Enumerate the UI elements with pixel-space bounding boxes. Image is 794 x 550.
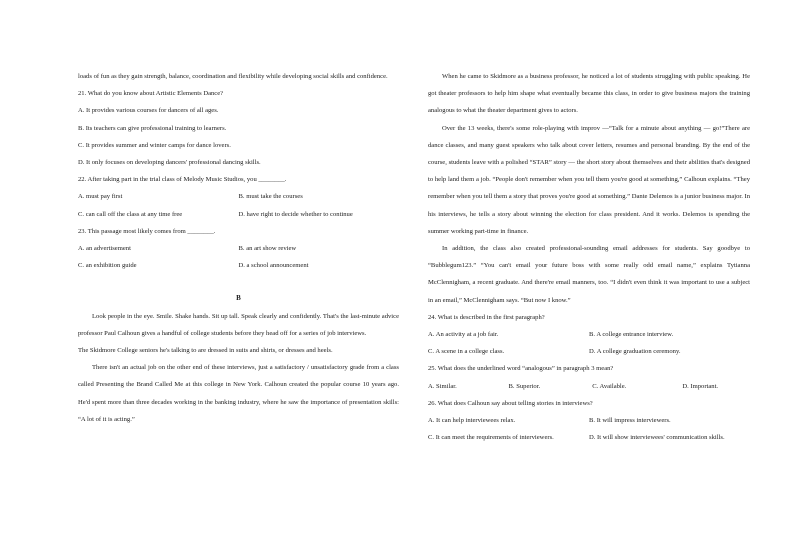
right-column bbox=[428, 68, 750, 446]
question-21-option-c: C. It provides summer and winter camps for dance lovers. bbox=[78, 141, 231, 149]
question-23-option-b: B. an art show review bbox=[238, 245, 297, 253]
question-26-option-b: B. It will impress interviewers. bbox=[589, 417, 671, 425]
question-25-option-c: C. Available. bbox=[592, 382, 627, 390]
question-25-stem: 25. What does the underlined word “analogous” in paragraph 3 mean? bbox=[428, 365, 614, 373]
passage-b-paragraph-2: The Skidmore College seniors he's talking to are dressed in suits and shirts, or dresses and heels. bbox=[78, 347, 333, 355]
question-23-options-row-2 bbox=[78, 257, 399, 274]
question-25-option-d: D. Important. bbox=[682, 382, 719, 390]
question-23-stem: 23. This passage most likely comes from ________. bbox=[78, 227, 216, 235]
question-25-option-b: B. Superior. bbox=[508, 382, 541, 390]
question-22-options-row-1 bbox=[78, 188, 399, 205]
question-22-option-d: D. have right to decide whether to continue bbox=[238, 210, 353, 218]
passage-b-paragraph-4: When he came to Skidmore as a business professor, he noticed a lot of students struggling with public speaking. He got theater professors to help him shape what eventually became this class, in order to give business majors the training analogous to what the theater department gives to actors. bbox=[428, 73, 750, 115]
passage-b-paragraph-6: In addition, the class also created professional-sounding email addresses for students. Say goodbye to “Bubblegum123.” “You can't email your future boss with some really odd email name,” explains Tytianna McClennigham, a recent graduate. And there're email manners, too. “I didn't even think it was important to use a subject in an email,” McClennigham says. “But now I know.” bbox=[428, 245, 750, 304]
question-24-option-b: B. A college entrance interview. bbox=[589, 331, 674, 339]
question-26-option-c: C. It can meet the requirements of interviewers. bbox=[428, 434, 554, 442]
section-spacer bbox=[78, 274, 399, 290]
question-24-option-d: D. A college graduation ceremony. bbox=[589, 348, 681, 356]
question-23-option-d: D. a school announcement bbox=[238, 262, 309, 270]
question-24-option-a: A. An activity at a job fair. bbox=[428, 331, 499, 339]
left-column bbox=[78, 68, 399, 428]
question-26-options-row-2 bbox=[428, 429, 750, 446]
question-26-option-a: A. It can help interviewees relax. bbox=[428, 417, 516, 425]
question-25-options-row bbox=[428, 378, 750, 395]
intro-tail: loads of fun as they gain strength, balance, coordination and flexibility while developing social skills and confidence. bbox=[78, 73, 388, 80]
question-22-options-row-2 bbox=[78, 206, 399, 223]
question-22-option-b: B. must take the courses bbox=[238, 193, 303, 201]
question-22-stem: 22. After taking part in the trial class of Melody Music Studios, you ________. bbox=[78, 176, 287, 184]
question-22-option-a: A. must pay first bbox=[78, 193, 123, 201]
question-24-options-row-2 bbox=[428, 343, 750, 360]
question-26-stem: 26. What does Calhoun say about telling stories in interviews? bbox=[428, 399, 593, 407]
question-23-option-c: C. an exhibition guide bbox=[78, 262, 137, 270]
question-21-option-b: B. Its teachers can give professional training to learners. bbox=[78, 124, 227, 132]
question-23-option-a: A. an advertisement bbox=[78, 245, 131, 253]
passage-b-paragraph-3: There isn't an actual job on the other end of these interviews, just a satisfactory / unsatisfactory grade from a class called Presenting the Brand Called Me at this college in New York. Calhoun created the popular course 10 years ago. He'd spent more than three decades working in the banking industry, where he saw the importance of presentation skills: “A lot of it is acting.” bbox=[78, 364, 399, 423]
question-24-stem: 24. What is described in the first paragraph? bbox=[428, 313, 545, 321]
question-23-options-row-1 bbox=[78, 240, 399, 257]
question-21-option-a: A. It provides various courses for dancers of all ages. bbox=[78, 107, 219, 115]
question-24-option-c: C. A scene in a college class. bbox=[428, 348, 505, 356]
question-26-options-row-1 bbox=[428, 412, 750, 429]
passage-b-paragraph-5: Over the 13 weeks, there's some role-playing with improv —“Talk for a minute about anything — go!”There are dance classes, and many guest speakers who talk about cover letters, resumes and personal branding. By the end of the course, students leave with a polished “STAR” story — the short story about themselves and their abilities that's designed to help land them a job. “People don't remember when you tell them you're good at something,” Calhoun explains. “They remember when you tell them a story that proves you're good at something.” Dante Delemos is a junior business major. In his interviews, he tells a story about winning the election for class president. And it works. Delemos is spending the summer working part-time in finance. bbox=[428, 124, 751, 235]
question-22-option-c: C. can call off the class at any time free bbox=[78, 210, 183, 218]
question-21-stem: 21. What do you know about Artistic Elements Dance? bbox=[78, 90, 224, 98]
question-24-options-row-1 bbox=[428, 326, 750, 343]
passage-b-paragraph-1: Look people in the eye. Smile. Shake hands. Sit up tall. Speak clearly and confidently. That's the last-minute advice professor Paul Calhoun gives a handful of college students before they head off for a series of job interviews. bbox=[78, 312, 399, 337]
question-21-option-d: D. It only focuses on developing dancers' professional dancing skills. bbox=[78, 159, 261, 167]
question-26-option-d: D. It will show interviewees' communication skills. bbox=[589, 434, 725, 442]
section-heading-b: B bbox=[236, 294, 241, 303]
question-25-option-a: A. Similar. bbox=[428, 382, 457, 390]
